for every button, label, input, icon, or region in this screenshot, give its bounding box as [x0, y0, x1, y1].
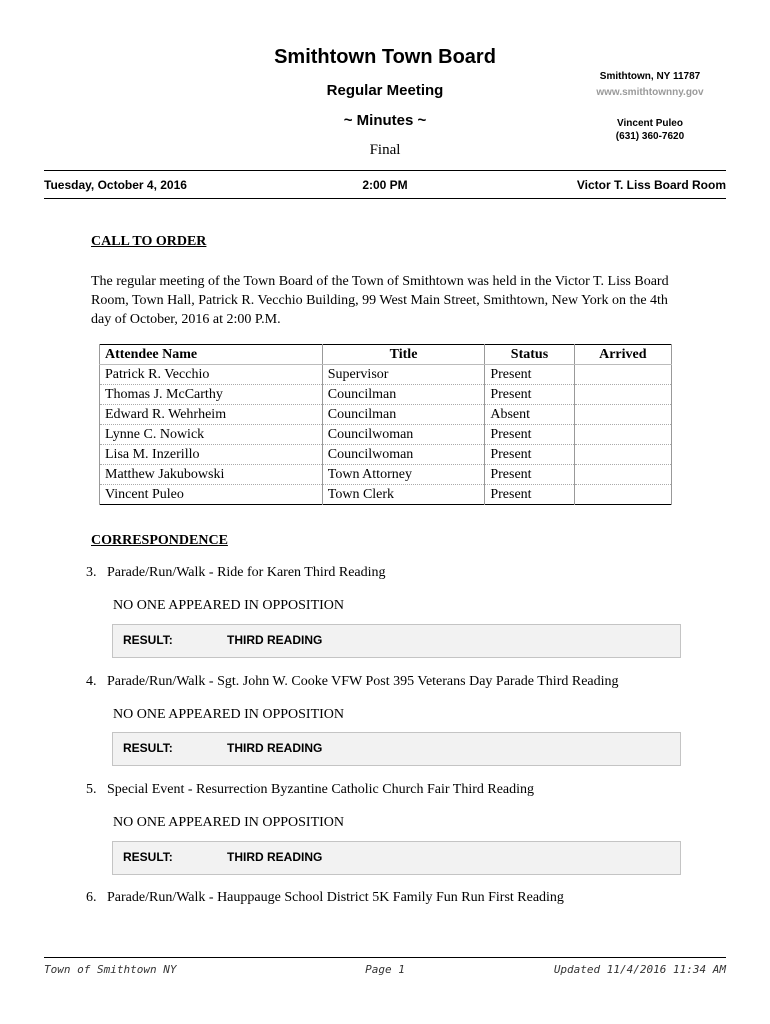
agenda-item: [86, 782, 706, 798]
column-header: Arrived: [574, 345, 671, 365]
attendee-name: Edward R. Wehrheim: [100, 405, 323, 425]
attendee-title: Councilman: [322, 405, 485, 425]
attendee-status: Absent: [485, 405, 574, 425]
attendee-title: Councilwoman: [322, 425, 485, 445]
contact-phone: (631) 360-7620: [615, 131, 685, 142]
agenda-item: [86, 674, 706, 690]
result-box: [112, 841, 681, 875]
meeting-date: Tuesday, October 4, 2016: [44, 178, 187, 192]
attendee-title: Supervisor: [322, 365, 485, 385]
attendee-name: Thomas J. McCarthy: [100, 385, 323, 405]
table-row: [100, 485, 672, 505]
column-header: Status: [485, 345, 574, 365]
attendee-name: Vincent Puleo: [100, 485, 323, 505]
attendee-title: Councilwoman: [322, 445, 485, 465]
agenda-item-text: Special Event - Resurrection Byzantine Catholic Church Fair Third Reading: [107, 782, 535, 797]
table-row: [100, 365, 672, 385]
agenda-item-number: 5.: [86, 782, 97, 797]
column-header: Title: [322, 345, 485, 365]
agenda-item-text: Parade/Run/Walk - Hauppauge School District 5K Family Fun Run First Reading: [107, 890, 564, 905]
agenda-item-number: 3.: [86, 565, 97, 580]
call-to-order-text: The regular meeting of the Town Board of the Town of Smithtown was held in the Victor T. Liss Board Room, Town Hall, Patrick R. Vecchio Building, 99 West Main Street, Smithtown, New York on the 4th day of October, 2016 at 2:00 P.M.: [91, 274, 669, 327]
footer-updated: Updated 11/4/2016 11:34 AM: [553, 963, 726, 976]
contact-website-link[interactable]: www.smithtownny.gov: [596, 87, 704, 98]
contact-address: Smithtown, NY 11787: [599, 71, 701, 82]
table-row: [100, 465, 672, 485]
result-box: [112, 732, 681, 766]
attendee-arrived: [574, 465, 671, 485]
attendee-status: Present: [485, 425, 574, 445]
agenda-item: [86, 565, 706, 581]
footer-organization: Town of Smithtown NY: [44, 963, 177, 976]
attendee-name: Lisa M. Inzerillo: [100, 445, 323, 465]
attendee-status: Present: [485, 445, 574, 465]
attendee-name: Lynne C. Nowick: [100, 425, 323, 445]
meeting-time: 2:00 PM: [362, 178, 408, 192]
meeting-type: Regular Meeting: [326, 82, 444, 99]
attendance-table: [99, 344, 672, 505]
result-label: RESULT:: [123, 741, 173, 755]
footer-divider: [44, 957, 726, 958]
agenda-item: [86, 890, 706, 906]
header-divider-top: [44, 170, 726, 171]
correspondence-heading: CORRESPONDENCE: [91, 533, 228, 548]
attendee-status: Present: [485, 365, 574, 385]
opposition-note: NO ONE APPEARED IN OPPOSITION: [113, 598, 345, 613]
result-value: THIRD READING: [227, 741, 323, 755]
attendee-name: Matthew Jakubowski: [100, 465, 323, 485]
attendee-arrived: [574, 485, 671, 505]
result-label: RESULT:: [123, 850, 173, 864]
result-label: RESULT:: [123, 633, 173, 647]
attendee-name: Patrick R. Vecchio: [100, 365, 323, 385]
table-row: [100, 405, 672, 425]
attendee-arrived: [574, 365, 671, 385]
attendance-header-row: [100, 345, 672, 365]
attendee-arrived: [574, 405, 671, 425]
contact-name: Vincent Puleo: [617, 118, 683, 129]
result-value: THIRD READING: [227, 850, 323, 864]
result-value: THIRD READING: [227, 633, 323, 647]
agenda-item-number: 4.: [86, 674, 97, 689]
page-title: Smithtown Town Board: [274, 46, 496, 68]
attendee-arrived: [574, 385, 671, 405]
attendee-arrived: [574, 445, 671, 465]
attendee-status: Present: [485, 465, 574, 485]
agenda-item-text: Parade/Run/Walk - Ride for Karen Third Reading: [107, 565, 386, 580]
attendee-title: Town Clerk: [322, 485, 485, 505]
minutes-label: ~ Minutes ~: [343, 112, 427, 129]
meeting-location: Victor T. Liss Board Room: [576, 178, 726, 192]
footer-page-number: Page 1: [365, 963, 405, 976]
header-divider-bottom: [44, 198, 726, 199]
attendee-status: Present: [485, 385, 574, 405]
agenda-item-text: Parade/Run/Walk - Sgt. John W. Cooke VFW Post 395 Veterans Day Parade Third Reading: [107, 674, 619, 689]
document-status: Final: [369, 142, 401, 158]
table-row: [100, 425, 672, 445]
table-row: [100, 385, 672, 405]
table-row: [100, 445, 672, 465]
agenda-item-number: 6.: [86, 890, 97, 905]
attendee-title: Councilman: [322, 385, 485, 405]
attendee-title: Town Attorney: [322, 465, 485, 485]
attendee-arrived: [574, 425, 671, 445]
call-to-order-heading: CALL TO ORDER: [91, 234, 207, 249]
opposition-note: NO ONE APPEARED IN OPPOSITION: [113, 815, 345, 830]
result-box: [112, 624, 681, 658]
opposition-note: NO ONE APPEARED IN OPPOSITION: [113, 707, 345, 722]
attendee-status: Present: [485, 485, 574, 505]
column-header: Attendee Name: [100, 345, 323, 365]
